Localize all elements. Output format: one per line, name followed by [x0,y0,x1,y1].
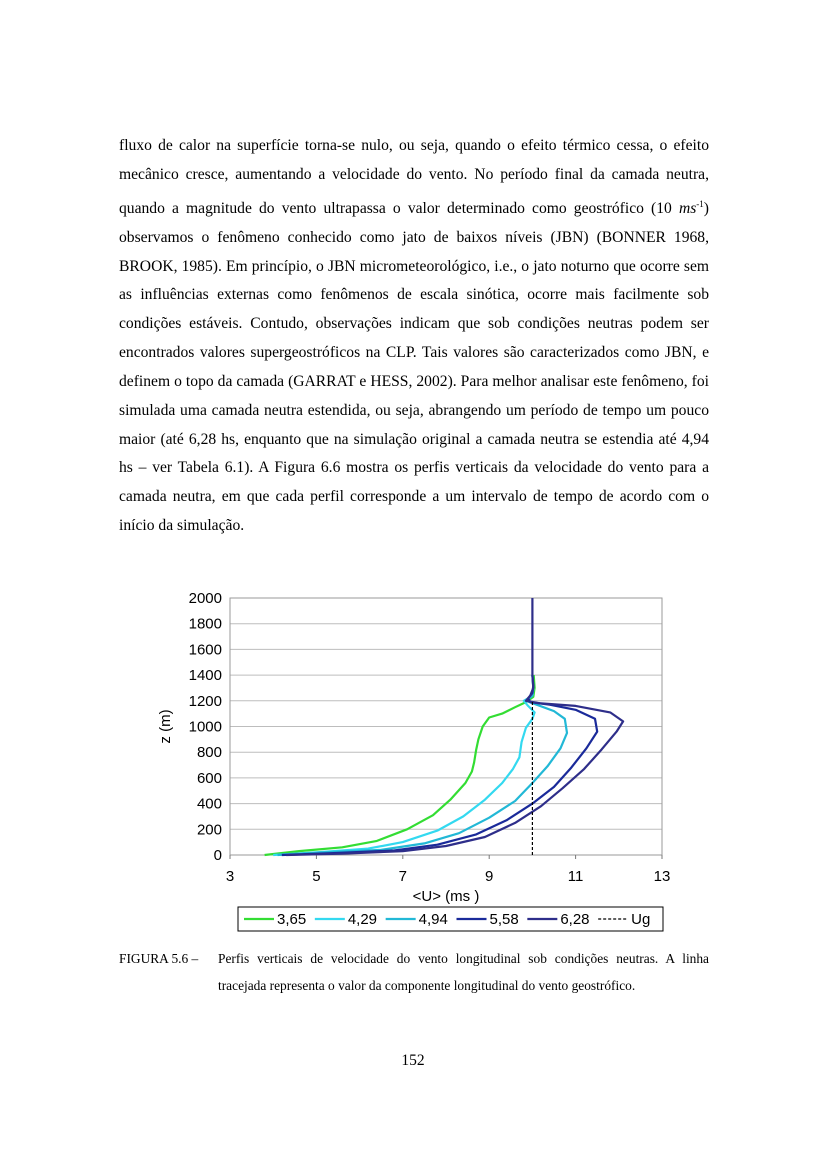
figure-caption [119,945,709,999]
legend-label: 6,28 [560,911,590,928]
y-tick-label: 600 [196,769,222,787]
y-tick-label: 1800 [188,615,222,633]
unit-exponent: -1 [696,198,704,209]
legend-label: 5,58 [489,911,519,928]
y-tick-label: 1000 [188,718,222,736]
series-line-3-65 [265,675,535,855]
caption-text: Perfis verticais de velocidade do vento longitudinal sob condições neutras. A linha tracejada representa o valor da componente longitudinal do vento geostrófico. [218,951,709,993]
x-axis-label: <U> (ms ) [412,888,480,905]
legend-label: 4,29 [347,911,378,928]
x-tick-label: 3 [225,868,235,885]
y-tick-label: 800 [196,744,222,762]
x-tick-label: 13 [653,868,671,885]
caption-label: FIGURA 5.6 – [119,951,199,966]
paragraph-part-1: fluxo de calor na superfície torna-se nulo, ou seja, quando o efeito térmico cessa, o efeito mecânico cresce, aumentando a velocidade do vento. No período final da camada neutra, quando a magnitude do vento ultrapassa o valor determinado como geostrófico (10 [119,137,709,217]
legend-label: 3,65 [277,911,307,928]
x-tick-label: 7 [398,868,407,885]
wind-profile-chart [140,582,680,937]
series-line-4-29 [273,675,534,855]
x-tick-label: 11 [567,868,584,885]
y-tick-label: 2000 [188,590,222,607]
y-tick-label: 0 [213,847,222,864]
body-paragraph [119,132,709,541]
paragraph-part-2: ) observamos o fenômeno conhecido como jato de baixos níveis (JBN) (BONNER 1968, BROOK, 1985). Em princípio, o JBN micrometeorológico, i.e., o jato noturno que ocorre sem as influências externas como fenômenos de escala sinótica, ocorre mais facilmente sob condições estáveis. Contudo, observações indicam que sob condições neutras podem ser encontrados valores supergeostróficos na CLP. Tais valores são caracterizados como JBN, e definem o topo da camada (GARRAT e HESS, 2002). Para melhor analisar este fenômeno, foi simulada uma camada neutra estendida, ou seja, abrangendo um período de tempo um pouco maior (até 6,28 hs, enquanto que na simulação original a camada neutra se estendia até 4,94 hs – ver Tabela 6.1). A Figura 6.6 mostra os perfis verticais da velocidade do vento para a camada neutra, em que cada perfil corresponde a um intervalo de tempo de acordo com o início da simulação. [119,199,709,535]
y-tick-label: 200 [196,821,222,839]
x-tick-label: 5 [312,868,321,885]
page-number: 152 [401,1052,425,1069]
y-tick-label: 400 [196,795,222,813]
series-line-5-58 [282,675,597,855]
y-tick-label: 1400 [188,667,222,685]
y-tick-label: 1200 [188,692,222,710]
unit-ms: ms [678,199,697,217]
legend-label: 4,94 [418,911,448,928]
legend-label: Ug [631,911,651,928]
y-axis-label: z (m) [157,709,174,744]
x-tick-label: 9 [485,868,494,885]
y-tick-label: 1600 [188,641,222,659]
